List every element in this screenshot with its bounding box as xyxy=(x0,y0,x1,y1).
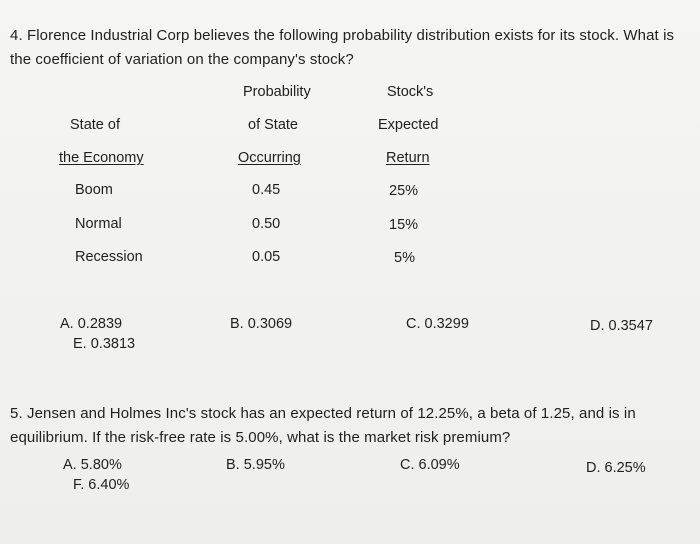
q5-answer-f[interactable]: F. 6.40% xyxy=(73,477,130,493)
q4-answer-c[interactable]: C. 0.3299 xyxy=(406,316,469,332)
q5-answer-a[interactable]: A. 5.80% xyxy=(63,457,122,473)
row-boom-return: 25% xyxy=(389,183,419,199)
row-recession-return: 5% xyxy=(394,250,415,266)
row-recession-state: Recession xyxy=(75,249,143,265)
header-probability-line2: of State xyxy=(248,117,298,133)
q4-answer-b[interactable]: B. 0.3069 xyxy=(230,316,293,332)
header-state-line2: the Economy xyxy=(59,150,144,166)
q5-answer-b[interactable]: B. 5.95% xyxy=(226,457,285,473)
header-return-line1: Stock's xyxy=(387,84,434,100)
row-normal-return: 15% xyxy=(389,217,419,233)
header-return-line2: Expected xyxy=(378,117,439,133)
header-probability-line3: Occurring xyxy=(238,150,301,166)
row-boom-state: Boom xyxy=(75,182,113,198)
row-boom-probability: 0.45 xyxy=(252,182,281,198)
q4-answer-a[interactable]: A. 0.2839 xyxy=(60,316,123,332)
question-4-text: 4. Florence Industrial Corp believes the following probability distribution exists for its stock. What is the coefficient of variation on the company's stock? xyxy=(10,27,675,68)
header-probability-line1: Probability xyxy=(243,84,311,100)
header-state-line1: State of xyxy=(70,117,120,133)
q4-answer-d[interactable]: D. 0.3547 xyxy=(590,318,653,334)
q4-answer-e[interactable]: E. 0.3813 xyxy=(73,336,136,352)
row-normal-state: Normal xyxy=(75,216,122,232)
header-return-line3: Return xyxy=(386,150,430,166)
q5-answer-c[interactable]: C. 6.09% xyxy=(400,457,460,473)
row-recession-probability: 0.05 xyxy=(252,249,281,265)
question-5-text: 5. Jensen and Holmes Inc's stock has an expected return of 12.25%, a beta of 1.25, and is in equilibrium. If the risk-free rate is 5.00%, what is the market risk premium? xyxy=(10,405,636,446)
q5-answer-d[interactable]: D. 6.25% xyxy=(586,460,646,476)
row-normal-probability: 0.50 xyxy=(252,216,281,232)
